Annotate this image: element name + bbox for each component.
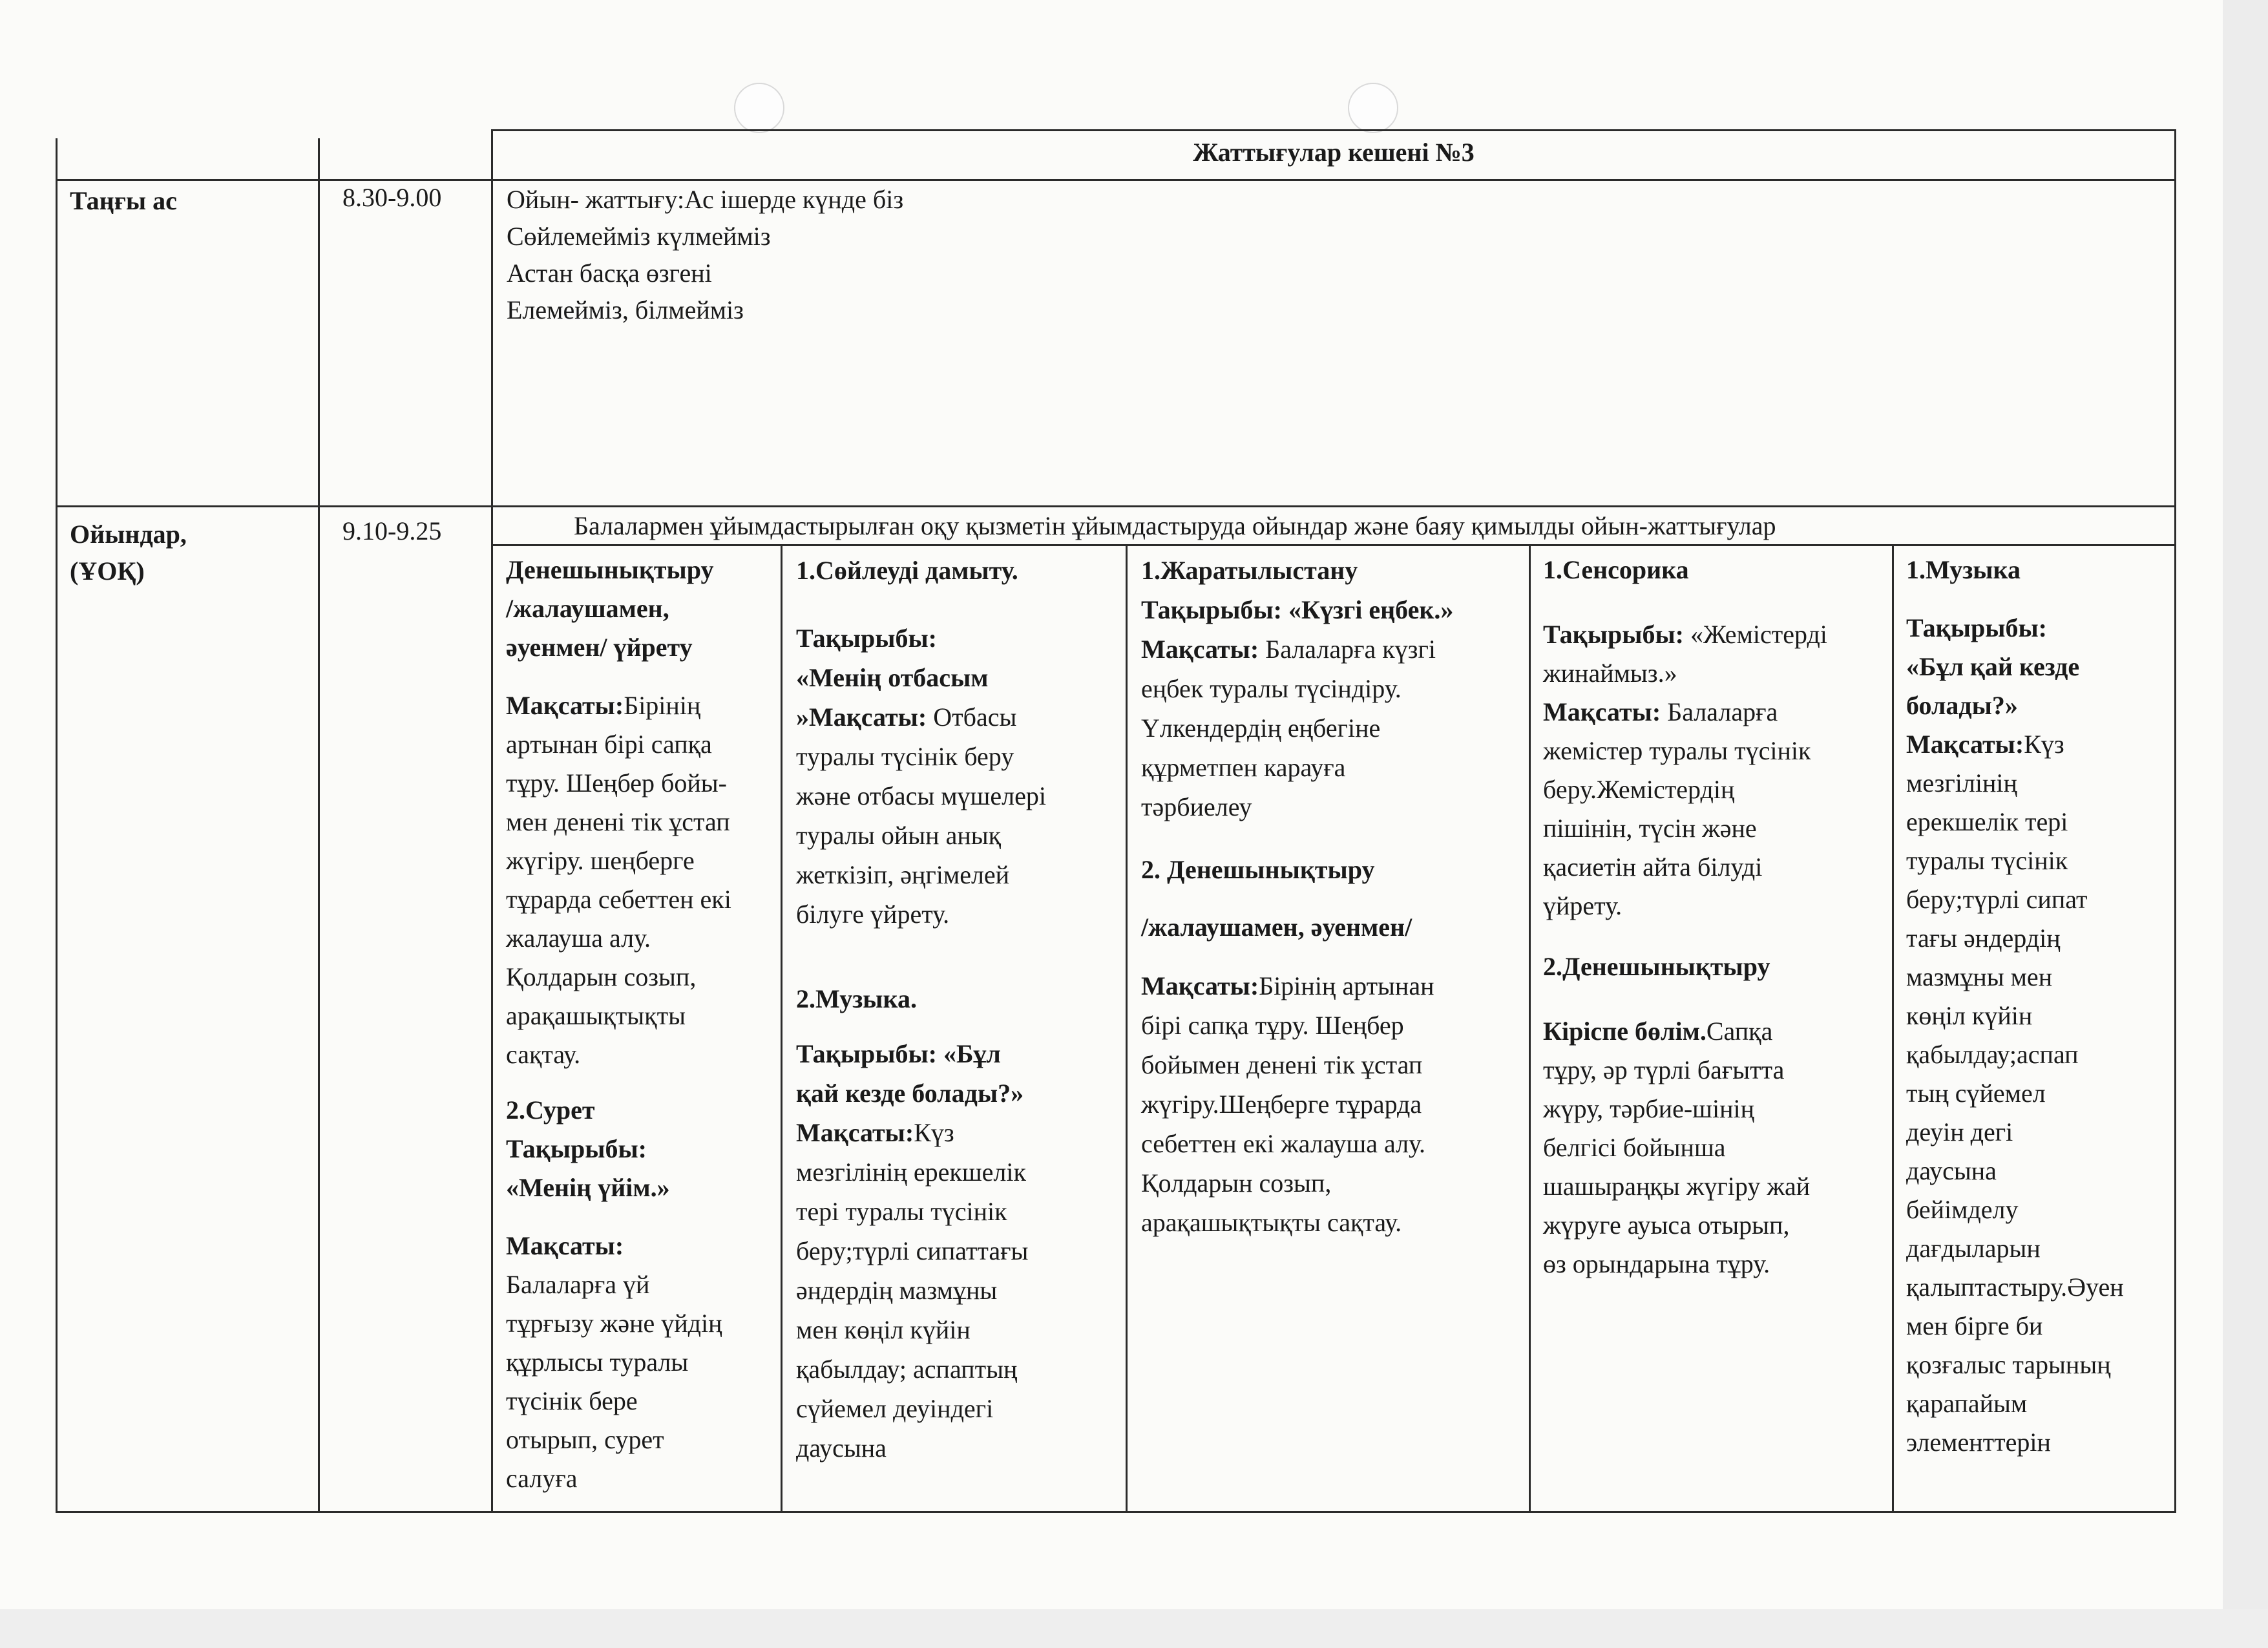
- activity-text: «Жемістерді жинаймыз.»: [1543, 620, 1827, 688]
- grid-line: [491, 129, 2176, 131]
- activity-paragraph: [796, 1034, 1119, 1468]
- activity-column-3: [1141, 551, 1526, 1242]
- grid-line: [2174, 129, 2176, 1513]
- activity-text: Отбасы туралы түсінік беру және отбасы мүшелері туралы ойын анық жеткізіп, әңгімелей білуге үйрету.: [796, 703, 1046, 929]
- activity-text: Балаларға үй тұрғызу және үйдің құрлысы туралы түсінік бере отырып, сурет салуға: [506, 1270, 722, 1493]
- activity-text: Балаларға жемістер туралы түсінік беру.Жемістердің пішінін, түсін және қасиетін айта білуді үйрету.: [1543, 697, 1811, 920]
- activity-paragraph: [1906, 609, 2172, 1462]
- activity-text: Бірінің артынан бірі сапқа тұру. Шеңбер бойы- мен денені тік ұстап жүгіру. шеңберге тұрарда себеттен екі жалауша алу. Қолдарын созып, арақашықтықты сақтау.: [506, 691, 731, 1069]
- activity-paragraph: [506, 1091, 776, 1207]
- activity-text: Сапқа тұру, әр түрлі бағытта жүру, тәрбие-шінің белгісі бойынша шашыраңқы жүгіру жай жүруге ауыса отырып, өз орындарына тұру.: [1543, 1017, 1811, 1278]
- activity-paragraph: [796, 979, 1119, 1019]
- activity-text: Балаларға күзгі еңбек туралы түсіндіру. Үлкендердің еңбегіне құрметпен карауға тәрбиелеу: [1141, 635, 1436, 821]
- activity-column-5: [1906, 551, 2172, 1462]
- activity-heading: 1.Сөйлеуді дамыту.: [796, 556, 1018, 585]
- row-time-games: 9.10-9.25: [342, 516, 442, 545]
- activity-heading: 1.Музыка: [1906, 555, 2021, 584]
- grid-line: [491, 544, 2176, 546]
- activity-column-4: [1543, 551, 1889, 1284]
- activity-paragraph: [1543, 1012, 1889, 1284]
- activity-heading: 2.Сурет Тақырыбы: «Менің үйім.»: [506, 1095, 670, 1202]
- activity-heading: Денешынықтыру /жалаушамен, әуенмен/ үйрету: [506, 555, 714, 662]
- row-label-breakfast: Таңғы ас: [70, 186, 177, 215]
- activity-paragraph: [1141, 966, 1526, 1242]
- activity-paragraph: [796, 618, 1119, 934]
- activity-paragraph: [1906, 551, 2172, 589]
- breakfast-content: Ойын- жаттығу:Ас ішерде күнде біз Сөйлемейміз күлмейміз Астан басқа өзгені Елемейміз, білмейміз: [507, 185, 904, 324]
- activity-heading: Мақсаты:: [1543, 697, 1661, 726]
- activity-paragraph: [1543, 947, 1889, 986]
- activity-paragraph: [1543, 551, 1889, 589]
- activity-column-1: [506, 551, 776, 1498]
- activity-heading: 2. Денешынықтыру: [1141, 855, 1375, 884]
- activity-heading: Тақырыбы:: [1543, 620, 1684, 649]
- grid-line: [781, 544, 782, 1513]
- punch-hole: [1348, 83, 1398, 133]
- row-time-breakfast: 8.30-9.00: [342, 183, 442, 212]
- activity-heading: 1.Сенсорика: [1543, 555, 1689, 584]
- activity-paragraph: [1543, 693, 1889, 925]
- grid-line: [56, 1511, 2176, 1513]
- activity-heading: Мақсаты:: [1141, 971, 1259, 1000]
- activity-paragraph: [506, 551, 776, 667]
- activity-paragraph: [1141, 850, 1526, 889]
- activity-heading: Тақырыбы: «Бұл қай кезде болады?» Мақсаты:: [1906, 613, 2080, 759]
- grid-line: [1126, 544, 1128, 1513]
- grid-line: [318, 138, 320, 1513]
- activity-heading: Тақырыбы: «Менің отбасым »Мақсаты:: [796, 624, 989, 732]
- activity-heading: Мақсаты:: [506, 691, 624, 720]
- activity-text: Күз мезгілінің ерекшелік тері туралы түсінік беру;түрлі сипат тағы әндердің мазмұны мен көңіл күйін қабылдау;аспап тың сүйемел деуін дегі даусына бейімделу дағдыларын қалыптастыру.Әуен мен бірге би қозғалыс тарының қарапайым элементтерін: [1906, 730, 2124, 1457]
- activity-heading: 2.Денешынықтыру: [1543, 952, 1770, 981]
- grid-line: [56, 138, 58, 1513]
- grid-line: [1529, 544, 1531, 1513]
- activity-heading: /жалаушамен, әуенмен/: [1141, 913, 1412, 942]
- activity-paragraph: [1141, 907, 1526, 947]
- activity-paragraph: [1141, 551, 1526, 827]
- activity-paragraph: [796, 551, 1119, 590]
- page-edge-bottom: [0, 1609, 2268, 1648]
- activity-heading: 1.Жаратылыстану Тақырыбы: «Күзгі еңбек.» Мақсаты:: [1141, 556, 1454, 664]
- activity-paragraph: [1543, 615, 1889, 693]
- activity-heading: Тақырыбы: «Бұл қай кезде болады?» Мақсаты:: [796, 1039, 1024, 1147]
- activity-heading: Кіріспе бөлім.: [1543, 1017, 1706, 1046]
- activity-text: Күз мезгілінің ерекшелік тері туралы түсінік беру;түрлі сипаттағы әндердің мазмұны мен көңіл күйін қабылдау; аспаптың сүйемел деуіндегі даусына: [796, 1118, 1029, 1463]
- activity-paragraph: [506, 686, 776, 1074]
- table-header-title: Жаттығулар кешені №3: [1193, 138, 1475, 167]
- games-banner: Балалармен ұйымдастырылған оқу қызметін ұйымдастыруда ойындар және баяу қимылды ойын-жаттығулар: [574, 511, 1776, 540]
- grid-line: [1892, 544, 1894, 1513]
- activity-heading: Мақсаты:: [506, 1231, 624, 1260]
- punch-hole: [734, 83, 784, 133]
- activity-heading: 2.Музыка.: [796, 984, 917, 1013]
- page-edge-right: [2223, 0, 2268, 1648]
- grid-line: [56, 505, 2176, 507]
- grid-line: [491, 129, 493, 1513]
- row-label-games: Ойындар, (ҰОҚ): [70, 520, 187, 586]
- activity-text: Бірінің артынан бірі сапқа тұру. Шеңбер бойымен денені тік ұстап жүгіру.Шеңберге тұрарда себеттен екі жалауша алу. Қолдарын созып, арақашықтықты сақтау.: [1141, 971, 1434, 1237]
- activity-column-2: [796, 551, 1119, 1468]
- activity-paragraph: [506, 1227, 776, 1498]
